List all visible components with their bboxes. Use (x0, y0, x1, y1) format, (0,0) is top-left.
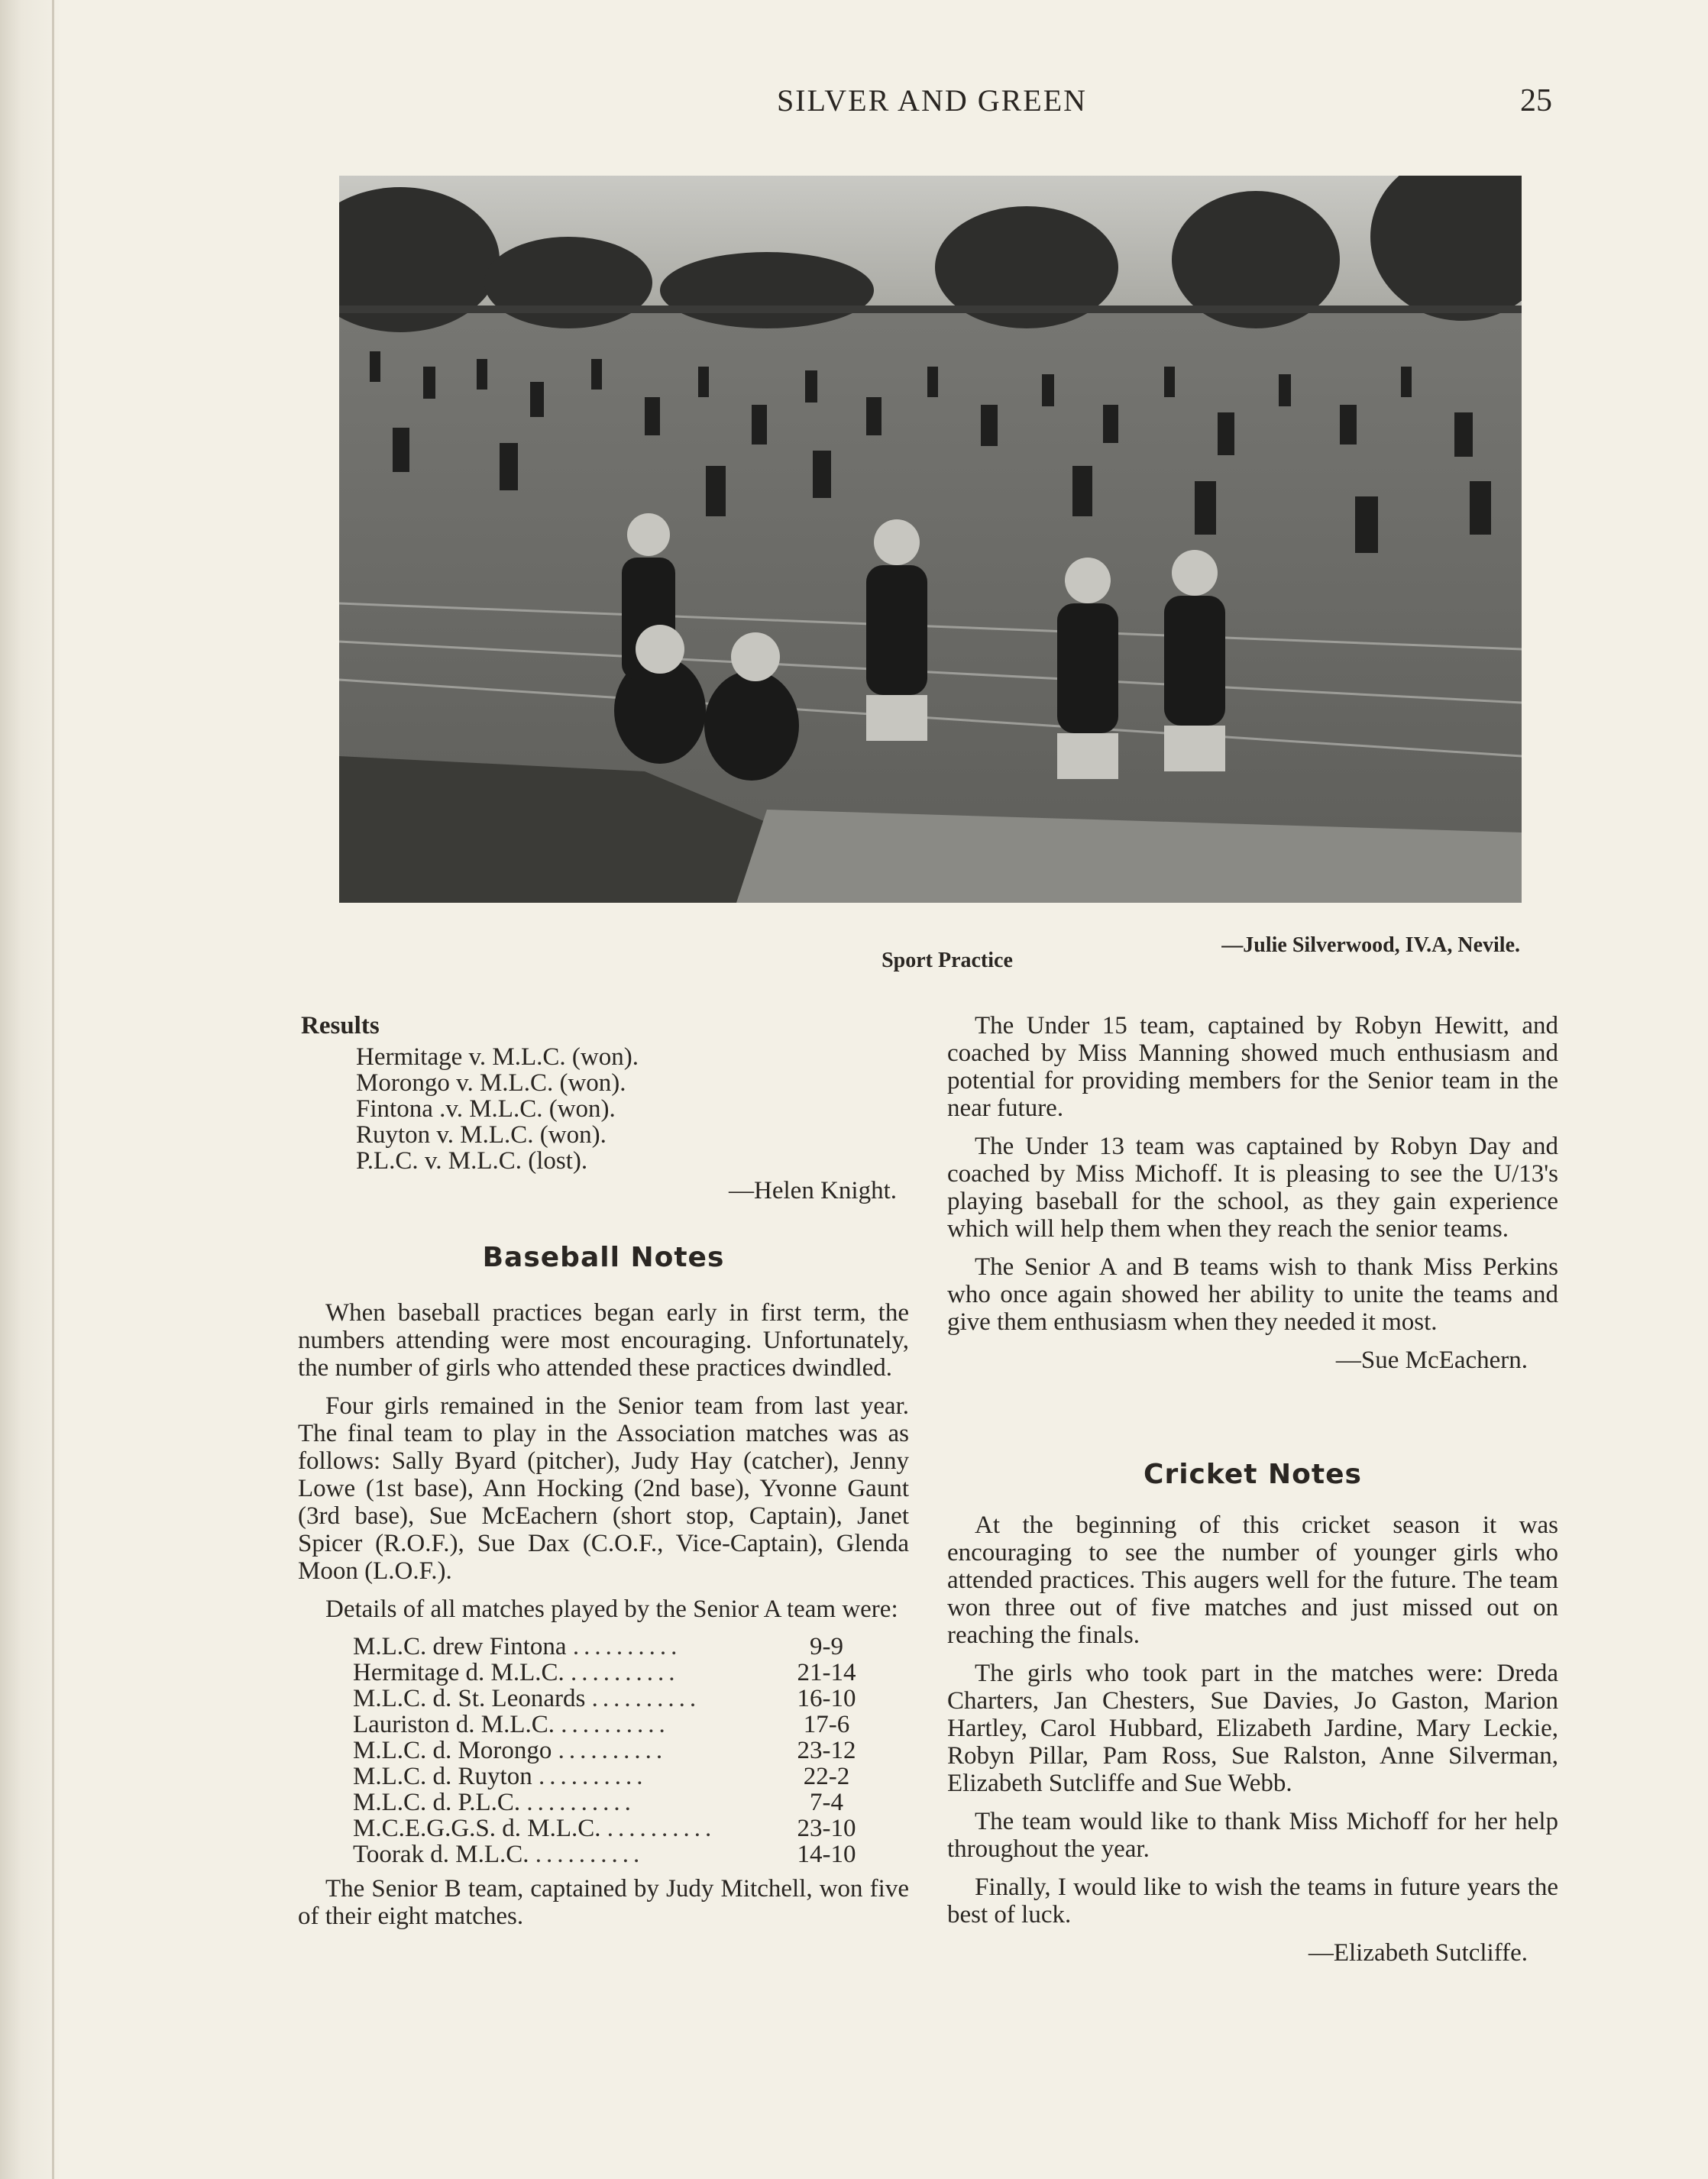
table-row: M.L.C. d. Morongo .......... 23-12 (353, 1738, 872, 1764)
list-item: Ruyton v. M.L.C. (won). (356, 1121, 607, 1149)
baseball-paragraph: Details of all matches played by the Senior A team were: (325, 1595, 898, 1623)
results-list (356, 1044, 909, 1174)
baseball-paragraph: The Under 15 team, captained by Robyn Hewitt, and coached by Miss Manning showed much enthusiasm and potential for providing members for the Senior team in the near future. (947, 1012, 1558, 1122)
photo-credit: —Julie Silverwood, IV.A, Nevile. (1221, 933, 1520, 957)
cricket-paragraph: Finally, I would like to wish the teams in future years the best of luck. (947, 1873, 1558, 1928)
baseball-notes-heading: Baseball Notes (482, 1242, 725, 1273)
right-column (947, 1012, 1558, 1977)
match-score: 22-2 (803, 1763, 850, 1790)
table-row: Lauriston d. M.L.C. .......... 17-6 (353, 1712, 872, 1738)
match-fixture: Lauriston d. M.L.C. (353, 1712, 555, 1738)
match-fixture: Toorak d. M.L.C. (353, 1841, 529, 1867)
table-row: Toorak d. M.L.C. .......... 14-10 (353, 1841, 872, 1867)
match-fixture: M.L.C. d. St. Leonards (353, 1686, 586, 1712)
baseball-paragraph: When baseball practices began early in first term, the numbers attending were most encouraging. Unfortunately, the number of girls who attended these practices dwindled. (298, 1299, 909, 1382)
cricket-paragraph: At the beginning of this cricket season it was encouraging to see the number of younger girls who attended practices. This augers well for the future. The team won three out of five matches and just missed out on reaching the finals. (947, 1511, 1558, 1649)
match-score: 23-10 (797, 1815, 856, 1842)
match-score: 23-12 (797, 1737, 856, 1764)
list-item: Morongo v. M.L.C. (won). (356, 1069, 626, 1097)
match-fixture: M.L.C. d. Morongo (353, 1738, 552, 1764)
left-column (298, 1012, 909, 1941)
baseball-paragraph: Four girls remained in the Senior team from last year. The final team to play in the Association matches was as follows: Sally Byard (pitcher), Judy Hay (catcher), Jenny Lowe (1st base), Ann Hocking (2nd base), Yvonne Gaunt (3rd base), Sue McEachern (short stop, Captain), Janet Spicer (R.O.F.), Sue Dax (C.O.F., Vice-Captain), Glenda Moon (L.O.F.). (298, 1392, 909, 1585)
list-item: Fintona .v. M.L.C. (won). (356, 1095, 616, 1123)
match-score: 16-10 (797, 1685, 856, 1712)
list-item: Hermitage v. M.L.C. (won). (356, 1043, 639, 1071)
table-row: M.C.E.G.G.S. d. M.L.C. .......... 23-10 (353, 1815, 872, 1841)
match-table (353, 1634, 872, 1867)
cricket-paragraph: The girls who took part in the matches were: Dreda Charters, Jan Chesters, Sue Davies, Jo Gaston, Marion Hartley, Carol Hubbard, Elizabeth Jardine, Mary Leckie, Robyn Pillar, Pam Ross, Sue Ralston, Anne Silverman, Elizabeth Sutcliffe and Sue Webb. (947, 1660, 1558, 1797)
match-score: 14-10 (797, 1841, 856, 1868)
page-number: 25 (1520, 83, 1552, 118)
baseball-paragraph: The Senior B team, captained by Judy Mitchell, won five of their eight matches. (298, 1875, 909, 1930)
baseball-paragraph: The Under 13 team was captained by Robyn Day and coached by Miss Michoff. It is pleasing to see the U/13's playing baseball for the school, as they gain experience which will help them when they reach the senior teams. (947, 1133, 1558, 1243)
photo-caption: Sport Practice (881, 949, 1013, 972)
match-fixture: M.L.C. drew Fintona (353, 1634, 567, 1660)
table-row: M.L.C. drew Fintona .......... 9-9 (353, 1634, 872, 1660)
table-row: Hermitage d. M.L.C. .......... 21-14 (353, 1660, 872, 1686)
table-row: M.L.C. d. P.L.C. .......... 7-4 (353, 1789, 872, 1815)
match-fixture: M.C.E.G.G.S. d. M.L.C. (353, 1815, 601, 1841)
match-fixture: M.L.C. d. P.L.C. (353, 1789, 521, 1815)
table-row: M.L.C. d. St. Leonards .......... 16-10 (353, 1686, 872, 1712)
baseball-signature: —Sue McEachern. (1335, 1347, 1528, 1374)
results-signature: —Helen Knight. (729, 1177, 897, 1204)
table-row: M.L.C. d. Ruyton .......... 22-2 (353, 1764, 872, 1789)
running-head: SILVER AND GREEN (776, 83, 1088, 118)
match-fixture: M.L.C. d. Ruyton (353, 1764, 532, 1789)
cricket-notes-heading: Cricket Notes (1144, 1459, 1362, 1490)
sport-practice-photo (339, 176, 1522, 903)
match-score: 7-4 (810, 1789, 843, 1816)
sport-practice-photo-illustration (339, 176, 1522, 903)
cricket-signature: —Elizabeth Sutcliffe. (1308, 1939, 1528, 1967)
baseball-paragraph: The Senior A and B teams wish to thank Miss Perkins who once again showed her ability to unite the teams and give them enthusiasm when they needed it most. (947, 1253, 1558, 1336)
page-binding-line (52, 0, 54, 2179)
cricket-paragraph: The team would like to thank Miss Michoff for her help throughout the year. (947, 1808, 1558, 1863)
match-fixture: Hermitage d. M.L.C. (353, 1660, 564, 1686)
match-score: 9-9 (810, 1633, 843, 1660)
match-score: 17-6 (803, 1711, 850, 1738)
results-heading: Results (301, 1012, 380, 1039)
list-item: P.L.C. v. M.L.C. (lost). (356, 1147, 588, 1175)
match-score: 21-14 (797, 1659, 856, 1686)
